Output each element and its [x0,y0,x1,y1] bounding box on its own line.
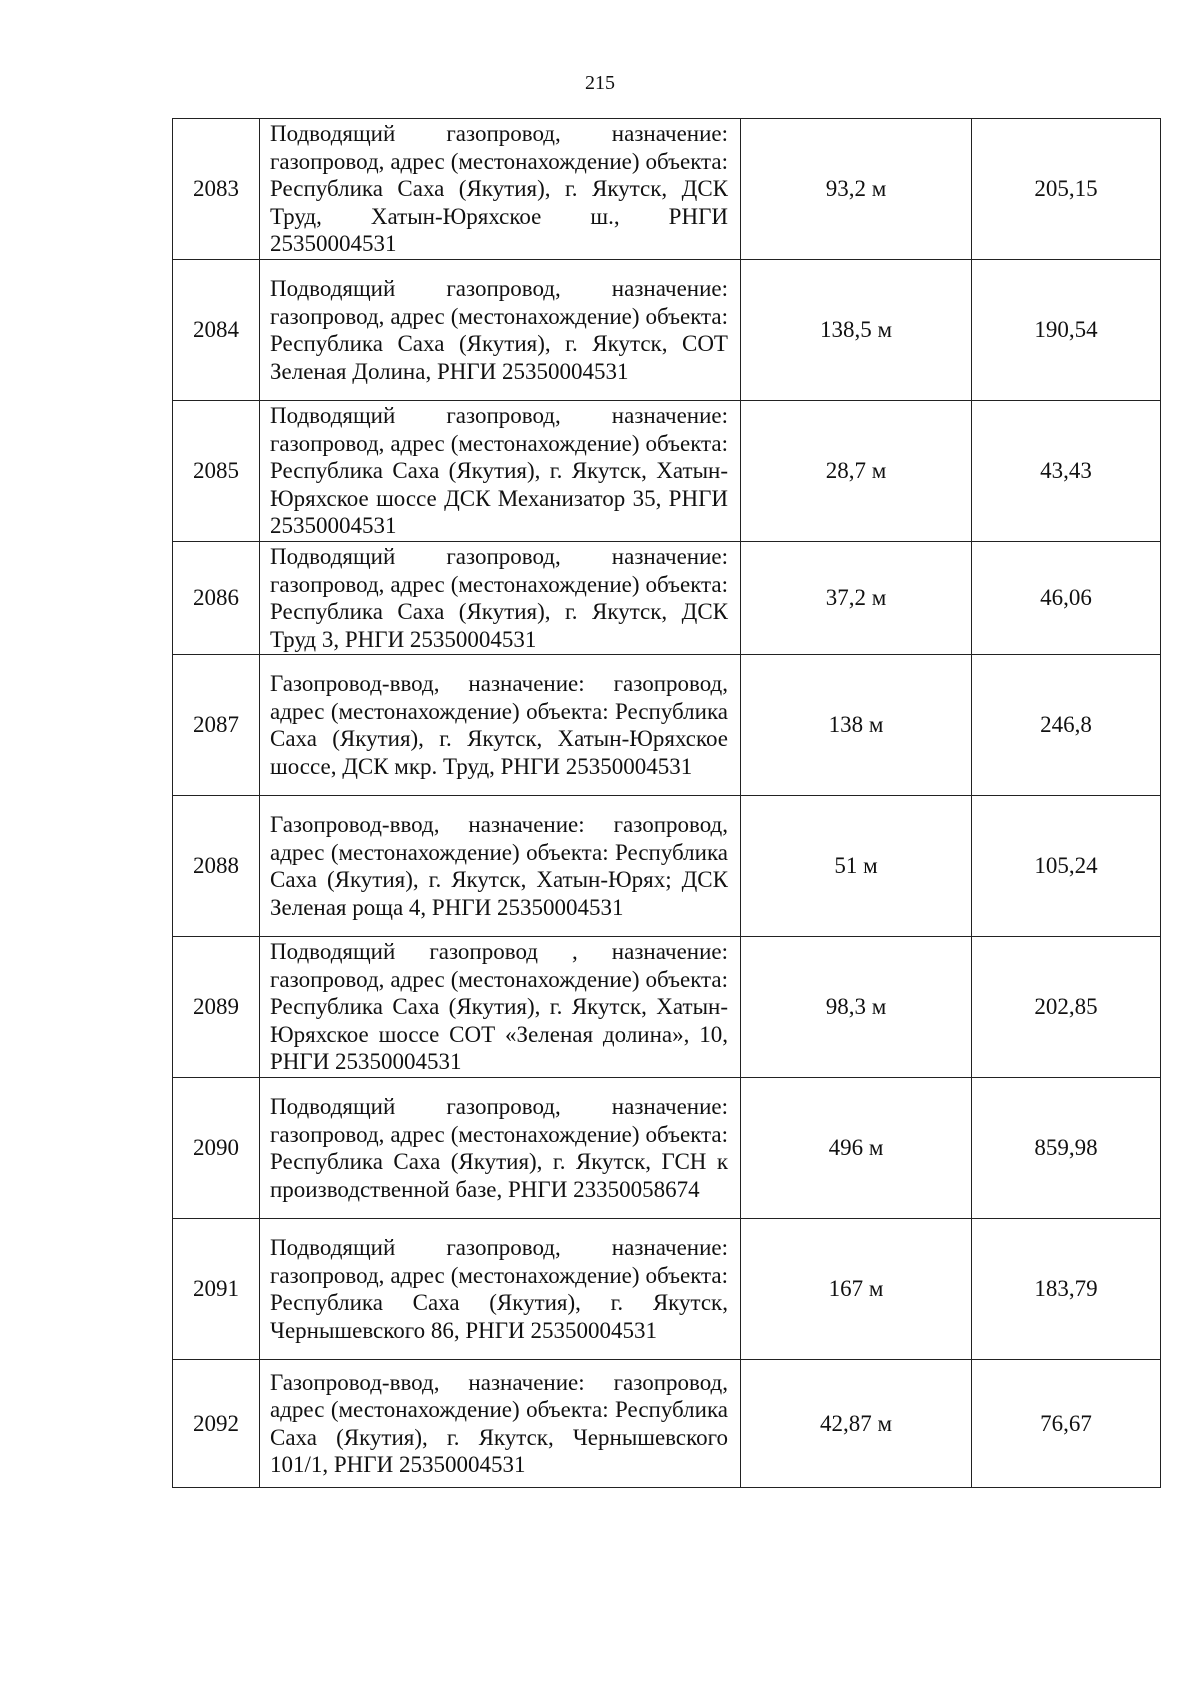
row-number: 2083 [173,119,260,260]
row-number: 2090 [173,1078,260,1219]
row-length: 138,5 м [741,260,972,401]
property-table [172,118,1161,1488]
row-description: Подводящий газопровод, назначение: газопровод, адрес (местонахождение) объекта: Республика Саха (Якутия), г. Якутск, Хатын-Юряхское шоссе ДСК Механизатор 35, РНГИ 25350004531 [260,401,741,542]
table-row [173,401,1161,542]
row-number: 2085 [173,401,260,542]
page-number: 215 [585,72,615,94]
row-length: 37,2 м [741,542,972,655]
row-length: 138 м [741,655,972,796]
table-row [173,1360,1161,1488]
row-length: 51 м [741,796,972,937]
row-value: 202,85 [972,937,1161,1078]
row-value: 105,24 [972,796,1161,937]
row-length: 42,87 м [741,1360,972,1488]
row-value: 205,15 [972,119,1161,260]
row-value: 46,06 [972,542,1161,655]
row-description: Подводящий газопровод, назначение: газопровод, адрес (местонахождение) объекта: Республика Саха (Якутия), г. Якутск, ДСК Труд 3, РНГИ 25350004531 [260,542,741,655]
table-row [173,1219,1161,1360]
row-length: 167 м [741,1219,972,1360]
row-length: 98,3 м [741,937,972,1078]
row-value: 190,54 [972,260,1161,401]
table-row [173,119,1161,260]
row-number: 2086 [173,542,260,655]
row-value: 183,79 [972,1219,1161,1360]
row-number: 2087 [173,655,260,796]
row-length: 496 м [741,1078,972,1219]
table-row [173,937,1161,1078]
row-number: 2088 [173,796,260,937]
row-description: Подводящий газопровод, назначение: газопровод, адрес (местонахождение) объекта: Республика Саха (Якутия), г. Якутск, ДСК Труд, Хатын-Юряхское ш., РНГИ 25350004531 [260,119,741,260]
row-number: 2091 [173,1219,260,1360]
row-value: 246,8 [972,655,1161,796]
row-description: Подводящий газопровод, назначение: газопровод, адрес (местонахождение) объекта: Республика Саха (Якутия), г. Якутск, СОТ Зеленая Долина, РНГИ 25350004531 [260,260,741,401]
row-number: 2084 [173,260,260,401]
row-number: 2092 [173,1360,260,1488]
row-number: 2089 [173,937,260,1078]
row-description: Газопровод-ввод, назначение: газопровод, адрес (местонахождение) объекта: Республика Саха (Якутия), г. Якутск, Чернышевского 101/1, РНГИ 25350004531 [260,1360,741,1488]
table-row [173,796,1161,937]
row-length: 28,7 м [741,401,972,542]
row-value: 859,98 [972,1078,1161,1219]
row-length: 93,2 м [741,119,972,260]
row-value: 76,67 [972,1360,1161,1488]
row-value: 43,43 [972,401,1161,542]
row-description: Газопровод-ввод, назначение: газопровод, адрес (местонахождение) объекта: Республика Саха (Якутия), г. Якутск, Хатын-Юряхское шоссе, ДСК мкр. Труд, РНГИ 25350004531 [260,655,741,796]
table-row [173,1078,1161,1219]
row-description: Подводящий газопровод, назначение: газопровод, адрес (местонахождение) объекта: Республика Саха (Якутия), г. Якутск, Чернышевского 86, РНГИ 25350004531 [260,1219,741,1360]
table-row [173,542,1161,655]
row-description: Подводящий газопровод , назначение: газопровод, адрес (местонахождение) объекта: Республика Саха (Якутия), г. Якутск, Хатын-Юряхское шоссе СОТ «Зеленая долина», 10, РНГИ 25350004531 [260,937,741,1078]
table-row [173,260,1161,401]
row-description: Газопровод-ввод, назначение: газопровод, адрес (местонахождение) объекта: Республика Саха (Якутия), г. Якутск, Хатын-Юрях; ДСК Зеленая роща 4, РНГИ 25350004531 [260,796,741,937]
table-row [173,655,1161,796]
row-description: Подводящий газопровод, назначение: газопровод, адрес (местонахождение) объекта: Республика Саха (Якутия), г. Якутск, ГСН к производственной базе, РНГИ 23350058674 [260,1078,741,1219]
